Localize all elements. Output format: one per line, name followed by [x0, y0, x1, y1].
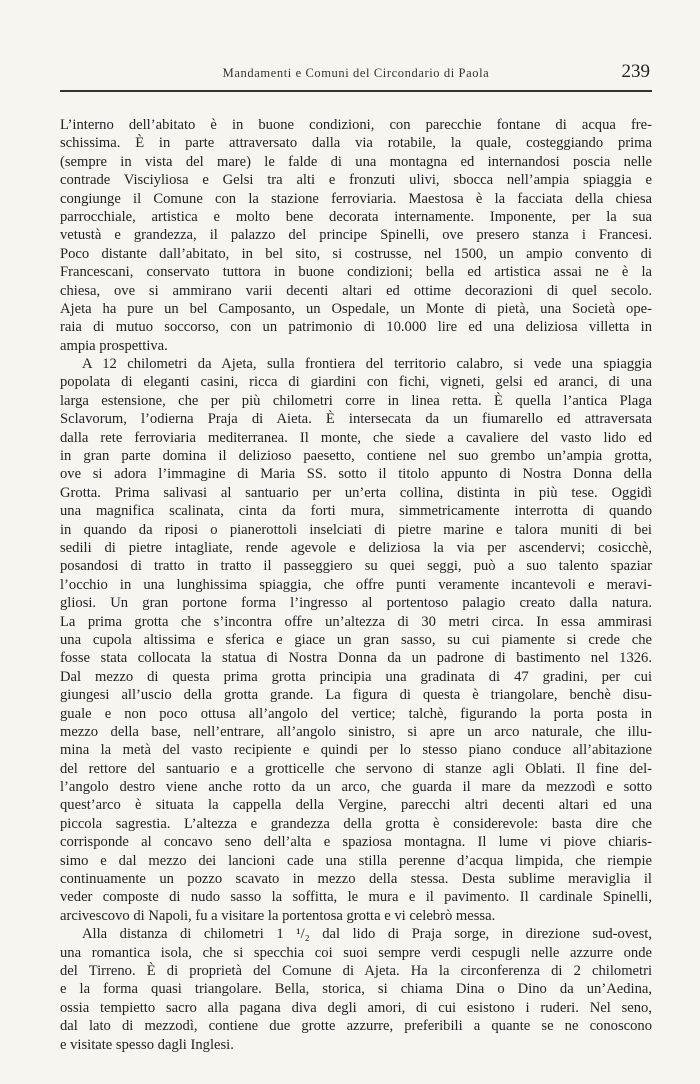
text-line: del rettore del santuario e a grotticelle che servono di stanze agli Oblati. Il fine del-	[60, 760, 652, 777]
text-line: Dal mezzo di questa prima grotta principia una gradinata di 47 gradini, per cui	[60, 668, 652, 685]
text-line: larga estensione, che per più chilometri corre in linea retta. È quella l’antica Plaga	[60, 392, 652, 409]
paragraph	[60, 116, 652, 355]
text-line: posandosi di tratto in tratto il passeggiero su quei seggi, può a suo talento spaziar	[60, 558, 652, 575]
text-line: mezzo della base, nell’entrare, all’angolo sinistro, si apre un arco naturale, che illu-	[60, 723, 652, 740]
text-line: piccola sagrestia. L’altezza e grandezza della grotta è considerevole: basta dire che	[60, 815, 652, 832]
text-line: schissima. È in parte attraversato dalla via rotabile, la quale, costeggiando prima	[60, 135, 652, 152]
text-line: Ajeta ha pure un bel Camposanto, un Ospedale, un Monte di pietà, una Società ope-	[60, 300, 652, 317]
text-line: Francescani, conservato tuttora in buone condizioni; bella ed artistica assai ne è la	[60, 264, 652, 281]
text-line: veder composte di nudo sasso la soffitta, le mura e il pavimento. Il cardinale Spinelli,	[60, 889, 652, 906]
text-line: ossia tempietto sacro alla pagana diva degli amori, di cui esistono i ruderi. Nel seno,	[60, 999, 652, 1016]
text-line: l’angolo destro viene anche rotto da un arco, che guarda il mare da mezzodì e sotto	[60, 779, 652, 796]
text-line: contrade Visciyliosa e Gelsi tra alti e fronzuti ulivi, sbocca nell’ampia spiaggia e	[60, 172, 652, 189]
text-line: Sclavorum, l’odierna Praja di Aieta. È intersecata da un fiumarello ed attraversata	[60, 411, 652, 428]
text-line: in quando da riposi o pianerottoli inselciati di pietre marine e talora muniti di bei	[60, 521, 652, 538]
paragraph	[60, 925, 652, 1054]
paragraph	[60, 355, 652, 925]
text-line: quest’arco è situata la cappella della Vergine, parecchi altri decenti altari ed una	[60, 797, 652, 814]
text-line: (sempre in vista del mare) le falde di una montagna ed internandosi poscia nelle	[60, 153, 652, 170]
header-title: Mandamenti e Comuni del Circondario di Paola	[222, 66, 490, 80]
text-line: dalla rete ferroviaria mediterranea. Il monte, che siede a cavaliere del vasto lido ed	[60, 429, 652, 446]
text-line: ampia prospettiva.	[60, 337, 168, 354]
document-body	[60, 116, 652, 1054]
text-line: guale e non poco ottusa all’angolo del vertice; talchè, figurando la porta posta in	[60, 705, 652, 722]
text-line: in gran parte domina il delizioso paesetto, contiene nel suo grembo un’ampia grotta,	[60, 448, 652, 465]
text-line: vetustà e grandezza, il palazzo del principe Spinelli, ove presero stanza i Francesi.	[60, 227, 652, 244]
text-line: e visitate spesso dagli Inglesi.	[60, 1036, 234, 1053]
text-line: una cupola altissima e sferica e giace un gran sasso, su cui piamente si crede che	[60, 631, 652, 648]
text-line: una magnifica scalinata, cinta da forti mura, simmetricamente interrotta di quando	[60, 503, 652, 520]
text-line: congiunge il Comune con la stazione ferroviaria. Maestosa è la facciata della chiesa	[60, 190, 652, 207]
text-line: La prima grotta che s’incontra offre un’altezza di 30 metri circa. In essa ammirasi	[60, 613, 652, 630]
text-line: continuamente un pozzo scavato in mezzo della stessa. Desta sublime meraviglia il	[60, 871, 652, 888]
page-number: 239	[621, 61, 650, 82]
text-line: L’interno dell’abitato è in buone condizioni, con parecchie fontane di acqua fre-	[60, 117, 652, 133]
text-line: e la forma quasi triangolare. Bella, storica, si chiama Dina o Dino da un’Aedina,	[60, 981, 652, 998]
text-line: Poco distante dall’abitato, in bel sito, si costrusse, nel 1500, un ampio convento di	[60, 245, 652, 262]
text-line: mina la metà del vasto recipiente e quindi per lo stesso piano conduce all’abitazione	[60, 742, 652, 759]
text-line: sedili di pietre intagliate, rende agevole e deliziosa la via per ascendervi; cosicchè,	[60, 539, 652, 556]
text-line: corrisponde al concavo seno dell’alta e spaziosa montagna. Il lume vi piove chiaris-	[60, 834, 652, 851]
text-line: A 12 chilometri da Ajeta, sulla frontiera del territorio calabro, si vede una spiaggia	[82, 356, 652, 373]
text-line: ove si adora l’immagine di Maria SS. sotto il titolo appunto di Nostra Donna della	[60, 466, 652, 483]
text-line: Alla distanza di chilometri 1 ¹/₂ dal lido di Praja sorge, in direzione sud-ovest,	[82, 926, 652, 943]
text-line: chiesa, ove si ammirano varii decenti altari ed ottime decorazioni di quel secolo.	[60, 282, 652, 299]
text-line: fosse stata collocata la statua di Nostra Donna da un padrone di bastimento nel 1326.	[60, 650, 652, 667]
text-line: dal lato di mezzodì, contiene due grotte azzurre, preferibili a quante se ne conoscono	[60, 1018, 652, 1035]
text-line: l’occhio in una lunghissima spiaggia, che offre punti veramente incantevoli e meravi-	[60, 576, 652, 593]
text-line: gliosi. Un gran portone forma l’ingresso al portentoso palagio creato dalla natura.	[60, 595, 652, 612]
running-header	[60, 56, 652, 92]
text-line: simo e dal mezzo dei lancioni cade una stilla perenne d’acqua limpida, che riempie	[60, 852, 652, 869]
text-line: del Tirreno. È di proprietà del Comune di Ajeta. Ha la circonferenza di 2 chilometri	[60, 962, 652, 979]
text-line: Grotta. Prima salivasi al santuario per un’erta collina, distinta in più tese. Oggidì	[60, 484, 652, 501]
text-line: una romantica isola, che si specchia coi suoi sempre verdi cespugli nelle azzurre onde	[60, 944, 652, 961]
text-line: giungesi all’uscio della grotta grande. La figura di questa è triangolare, benchè disu-	[60, 687, 652, 704]
text-line: popolata di eleganti casini, ricca di giardini con fichi, vigneti, gelsi ed aranci, di una	[60, 374, 652, 391]
text-line: raia di mutuo soccorso, con un patrimonio di 10.000 lire ed una deliziosa villetta in	[60, 319, 652, 336]
text-line: parrocchiale, artistica e molto bene decorata internamente. Imponente, per la sua	[60, 208, 652, 225]
text-line: arcivescovo di Napoli, fu a visitare la portentosa grotta e vi celebrò messa.	[60, 907, 496, 924]
